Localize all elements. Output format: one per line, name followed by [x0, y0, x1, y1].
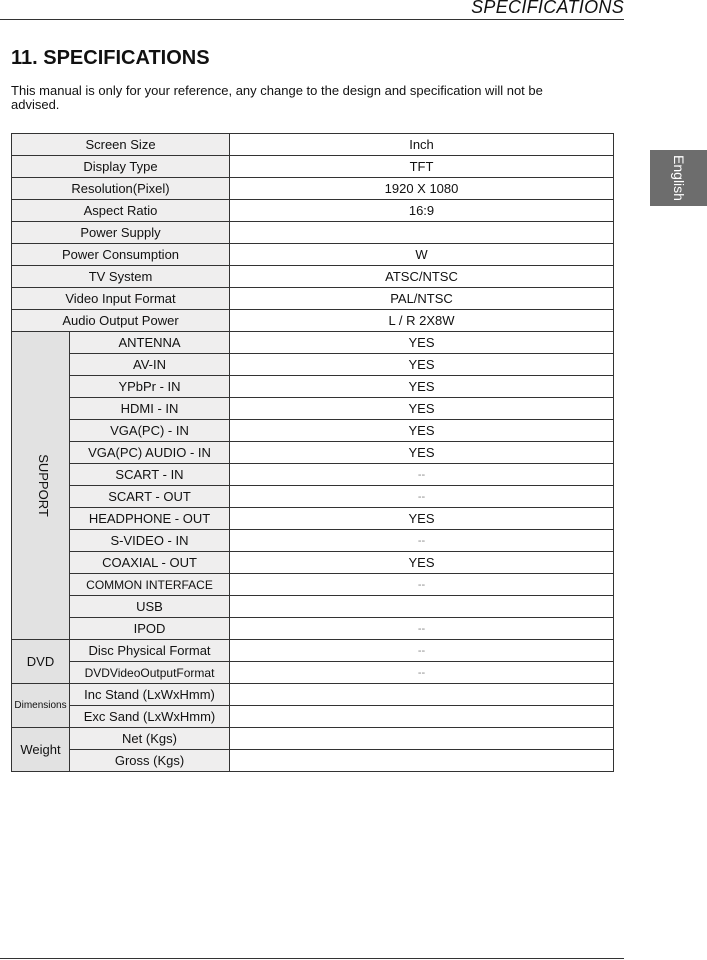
- spec-value: YES: [230, 354, 614, 376]
- spec-value: PAL/NTSC: [230, 288, 614, 310]
- spec-label: HEADPHONE - OUT: [70, 508, 230, 530]
- language-tab: [650, 150, 707, 206]
- table-row: [12, 750, 614, 772]
- spec-value: Inch: [230, 134, 614, 156]
- spec-label: HDMI - IN: [70, 398, 230, 420]
- table-row: [12, 156, 614, 178]
- spec-value: YES: [230, 552, 614, 574]
- spec-label: VGA(PC) AUDIO - IN: [70, 442, 230, 464]
- support-group-label: [12, 332, 70, 640]
- spec-value: [230, 706, 614, 728]
- table-row: [12, 222, 614, 244]
- spec-value: L / R 2X8W: [230, 310, 614, 332]
- intro-text: This manual is only for your reference, any change to the design and specification will not be advised.: [11, 83, 543, 112]
- spec-label: Exc Sand (LxWxHmm): [70, 706, 230, 728]
- table-row: [12, 420, 614, 442]
- table-row: [12, 530, 614, 552]
- table-row: [12, 288, 614, 310]
- table-row: [12, 508, 614, 530]
- spec-label: Disc Physical Format: [70, 640, 230, 662]
- table-row: [12, 596, 614, 618]
- spec-label: YPbPr - IN: [70, 376, 230, 398]
- spec-label: Net (Kgs): [70, 728, 230, 750]
- table-row: [12, 464, 614, 486]
- table-row: [12, 552, 614, 574]
- spec-label: SCART - OUT: [70, 486, 230, 508]
- spec-value: 16:9: [230, 200, 614, 222]
- spec-value: YES: [230, 420, 614, 442]
- spec-value: --: [230, 486, 614, 508]
- footer-divider: [0, 958, 624, 959]
- spec-value: --: [230, 618, 614, 640]
- spec-label: USB: [70, 596, 230, 618]
- spec-label: S-VIDEO - IN: [70, 530, 230, 552]
- spec-value: --: [230, 640, 614, 662]
- table-row: [12, 134, 614, 156]
- spec-value: [230, 596, 614, 618]
- table-row: [12, 178, 614, 200]
- table-row: [12, 662, 614, 684]
- table-row: [12, 706, 614, 728]
- spec-label: TV System: [12, 266, 230, 288]
- spec-label: Inc Stand (LxWxHmm): [70, 684, 230, 706]
- table-row: [12, 244, 614, 266]
- spec-label: Resolution(Pixel): [12, 178, 230, 200]
- spec-label: Display Type: [12, 156, 230, 178]
- header-title: SPECIFICATIONS: [471, 0, 624, 17]
- table-row: [12, 486, 614, 508]
- spec-label: Power Consumption: [12, 244, 230, 266]
- spec-value: [230, 684, 614, 706]
- spec-value: YES: [230, 376, 614, 398]
- table-row: [12, 376, 614, 398]
- spec-label: Audio Output Power: [12, 310, 230, 332]
- spec-value: [230, 222, 614, 244]
- table-row: [12, 266, 614, 288]
- table-row: [12, 728, 614, 750]
- spec-value: 1920 X 1080: [230, 178, 614, 200]
- table-row: [12, 310, 614, 332]
- spec-value: W: [230, 244, 614, 266]
- spec-label: VGA(PC) - IN: [70, 420, 230, 442]
- spec-label: Screen Size: [12, 134, 230, 156]
- spec-value: TFT: [230, 156, 614, 178]
- spec-label: Gross (Kgs): [70, 750, 230, 772]
- spec-value: --: [230, 574, 614, 596]
- spec-label: Video Input Format: [12, 288, 230, 310]
- dvd-group-label: DVD: [12, 640, 70, 684]
- spec-label: DVDVideoOutputFormat: [70, 662, 230, 684]
- table-row: [12, 200, 614, 222]
- language-tab-label: English: [670, 155, 687, 201]
- table-row: [12, 618, 614, 640]
- spec-label: Aspect Ratio: [12, 200, 230, 222]
- spec-value: YES: [230, 508, 614, 530]
- spec-value: --: [230, 464, 614, 486]
- spec-value: ATSC/NTSC: [230, 266, 614, 288]
- table-row: [12, 354, 614, 376]
- support-group-text: SUPPORT: [35, 454, 51, 517]
- section-title: 11. SPECIFICATIONS: [11, 47, 210, 69]
- spec-value: [230, 750, 614, 772]
- table-row: [12, 332, 614, 354]
- spec-label: SCART - IN: [70, 464, 230, 486]
- spec-label: COAXIAL - OUT: [70, 552, 230, 574]
- specifications-table: [11, 133, 614, 772]
- spec-value: YES: [230, 398, 614, 420]
- spec-value: --: [230, 662, 614, 684]
- dimensions-group-label: Dimensions: [12, 684, 70, 728]
- spec-label: AV-IN: [70, 354, 230, 376]
- header-divider: [0, 19, 624, 20]
- spec-value: YES: [230, 442, 614, 464]
- spec-value: YES: [230, 332, 614, 354]
- table-row: [12, 442, 614, 464]
- table-row: [12, 640, 614, 662]
- spec-value: --: [230, 530, 614, 552]
- table-row: [12, 398, 614, 420]
- spec-label: ANTENNA: [70, 332, 230, 354]
- spec-label: COMMON INTERFACE: [70, 574, 230, 596]
- spec-label: IPOD: [70, 618, 230, 640]
- table-row: [12, 684, 614, 706]
- weight-group-label: Weight: [12, 728, 70, 772]
- spec-label: Power Supply: [12, 222, 230, 244]
- spec-value: [230, 728, 614, 750]
- table-row: [12, 574, 614, 596]
